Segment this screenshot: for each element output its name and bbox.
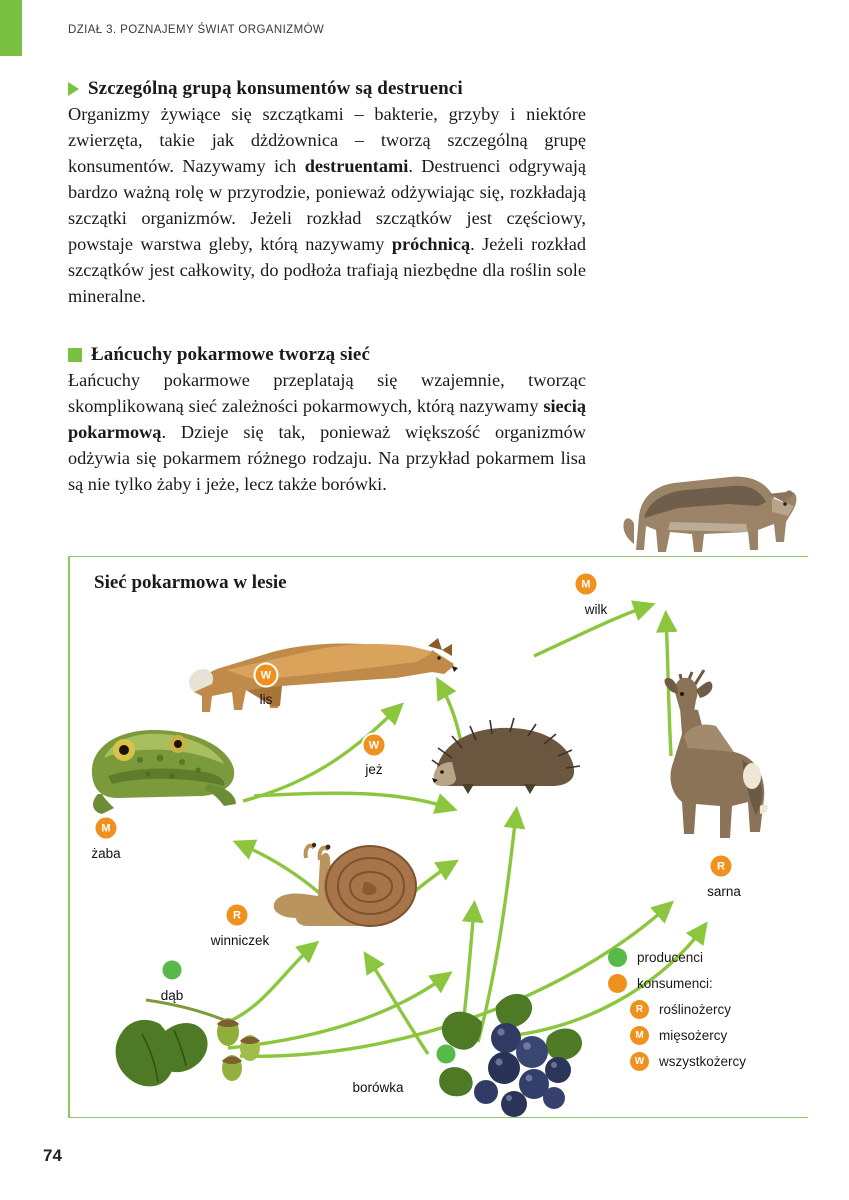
badge-sarna: R: [711, 856, 732, 877]
orange-dot-icon: [608, 974, 627, 993]
figure-food-web: [68, 556, 808, 1118]
organism-image-lis: [186, 616, 466, 726]
legend-label-wszystkozercy: wszystkożercy: [659, 1053, 747, 1069]
organism-image-zaba: [78, 714, 248, 824]
badge-m-icon: M: [630, 1026, 649, 1045]
section-destruenci: [68, 78, 586, 310]
organism-image-dab: [104, 986, 284, 1116]
triangle-bullet-icon: [68, 82, 79, 96]
badge-zaba: M: [96, 818, 117, 839]
legend-row-konsumenci: [608, 970, 746, 996]
legend-label-producenci: producenci: [637, 949, 704, 965]
badge-w-icon: W: [630, 1052, 649, 1071]
badge-lis: W: [256, 665, 277, 686]
section-paragraph-destruenci: Organizmy żywiące się szczątkami – bakterie, grzyby i niektóre zwierzęta, takie jak dżdżownica – tworzą szczególną grupę konsumentów. Nazywamy ich destruentami. Destruenci odgrywają bardzo ważną rolę w przyrodzie, ponieważ odżywiając się, rozkładają szczątki organizmów. Jeżeli rozkład szczątków jest częściowy, powstaje warstwa gleby, którą nazywamy próchnicą. Jeżeli rozkład szczątków jest całkowity, do podłoża trafiają niezbędne dla roślin sole mineralne.: [68, 104, 587, 306]
badge-jez: W: [364, 735, 385, 756]
badge-r-icon: R: [630, 1000, 649, 1019]
square-bullet-icon: [68, 348, 82, 362]
section-paragraph-siec: Łańcuchy pokarmowe przeplatają się wzajemnie, tworząc skomplikowaną sieć zależności pokarmowych, którą nazywamy siecią pokarmową. Dzieje się tak, ponieważ większość organizmów odżywia się pokarmem różnego rodzaju. Na przykład pokarmem lisa są nie tylko żaby i jeże, lecz także borówki.: [68, 370, 586, 494]
figure-legend: [608, 944, 746, 1074]
figure-title: Sieć pokarmowa w lesie: [94, 572, 287, 593]
badge-winniczek: R: [227, 905, 248, 926]
figure-left-rule: [68, 556, 70, 1118]
organism-image-wilk: [608, 446, 808, 576]
badge-wilk: M: [576, 574, 597, 595]
badge-dab-producent: [163, 961, 182, 980]
badge-borowka-producent: [437, 1045, 456, 1064]
section-heading-siec: [68, 344, 586, 366]
section-siec: [68, 344, 586, 498]
organism-image-jez: [426, 708, 586, 808]
legend-row-roslinozercy: [608, 996, 746, 1022]
legend-label-miesozercy: mięsożercy: [659, 1027, 728, 1043]
label-wilk: wilk: [584, 602, 608, 617]
section-heading-text: Szczególną grupą konsumentów są destruenci: [88, 78, 463, 99]
label-jez: jeż: [365, 762, 383, 777]
legend-row-wszystkozercy: [608, 1048, 746, 1074]
legend-row-producenci: [608, 944, 746, 970]
organism-image-winniczek: [258, 830, 438, 940]
legend-label-roslinozercy: roślinożercy: [659, 1001, 732, 1017]
section-heading-destruenci: [68, 78, 586, 100]
label-dab: dąb: [160, 988, 184, 1003]
running-head: DZIAŁ 3. POZNAJEMY ŚWIAT ORGANIZMÓW: [68, 24, 325, 36]
green-dot-icon: [608, 948, 627, 967]
page-number: 74: [43, 1146, 62, 1165]
label-winniczek: winniczek: [210, 933, 270, 948]
label-sarna: sarna: [707, 884, 741, 899]
label-borowka: borówka: [352, 1080, 404, 1095]
legend-label-konsumenci: konsumenci:: [637, 975, 713, 991]
legend-row-miesozercy: [608, 1022, 746, 1048]
organism-image-sarna: [624, 656, 794, 876]
page-edge-bar: [0, 0, 22, 56]
label-zaba: żaba: [91, 846, 121, 861]
label-lis: lis: [259, 692, 273, 707]
section-heading-text: Łańcuchy pokarmowe tworzą sieć: [91, 344, 370, 365]
